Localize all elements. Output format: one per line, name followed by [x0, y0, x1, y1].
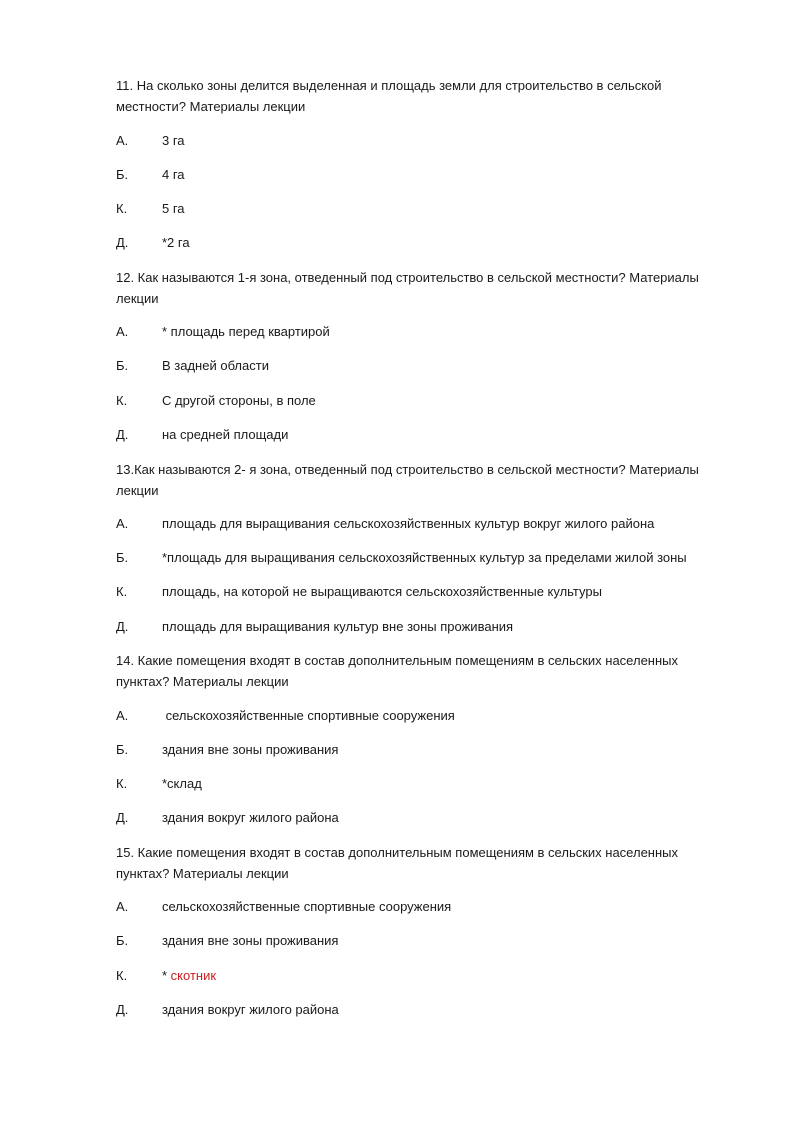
option-text: площадь для выращивания сельскохозяйственных культур вокруг жилого района — [162, 516, 655, 531]
option-letter: Б. — [116, 358, 129, 373]
question-12-option-d — [116, 425, 726, 445]
option-text: здания вне зоны проживания — [162, 742, 339, 757]
question-13-option-d — [116, 617, 726, 637]
option-text: 4 га — [162, 167, 185, 182]
option-letter: Д. — [116, 427, 129, 442]
option-text: 5 га — [162, 201, 185, 216]
question-12-option-a — [116, 322, 726, 342]
option-letter: А. — [116, 133, 129, 148]
option-letter: Б. — [116, 742, 129, 757]
option-text: * площадь перед квартирой — [162, 324, 330, 339]
option-letter: Б. — [116, 167, 129, 182]
option-text: здания вне зоны проживания — [162, 933, 339, 948]
option-letter: Д. — [116, 619, 129, 634]
option-letter: К. — [116, 584, 128, 599]
question-12: 12. Как называются 1-я зона, отведенный под строительство в сельской местности? Материалы лекции — [116, 270, 699, 306]
highlighted-answer: скотник — [170, 968, 217, 983]
option-text: 3 га — [162, 133, 185, 148]
option-text: площадь, на которой не выращиваются сельскохозяйственные культуры — [162, 584, 602, 599]
question-14-option-b — [116, 740, 726, 760]
option-letter: К. — [116, 201, 128, 216]
option-text: *склад — [162, 776, 202, 791]
option-text: сельскохозяйственные спортивные сооружения — [162, 899, 452, 914]
option-letter: К. — [116, 393, 128, 408]
question-14-option-d — [116, 808, 726, 828]
question-14-option-a — [116, 706, 726, 726]
question-11-option-k — [116, 199, 726, 219]
question-11-option-d — [116, 233, 726, 253]
question-11-option-a — [116, 131, 726, 151]
question-15-option-k — [116, 966, 726, 986]
question-12-option-b — [116, 356, 726, 376]
option-text: С другой стороны, в поле — [162, 393, 316, 408]
option-text: площадь для выращивания культур вне зоны проживания — [162, 619, 514, 634]
option-text: сельскохозяйственные спортивные сооружения — [162, 708, 455, 723]
question-13-option-k — [116, 582, 726, 602]
option-text: * — [162, 968, 171, 983]
option-letter: К. — [116, 968, 128, 983]
option-letter: А. — [116, 708, 129, 723]
question-11-option-b — [116, 165, 726, 185]
option-text: на средней площади — [162, 427, 289, 442]
option-letter: Д. — [116, 235, 129, 250]
option-text: здания вокруг жилого района — [162, 1002, 339, 1017]
question-15: 15. Какие помещения входят в состав дополнительным помещениям в сельских населенных пунктах? Материалы лекции — [116, 845, 679, 881]
option-letter: Б. — [116, 933, 129, 948]
question-13-option-b — [116, 548, 726, 568]
option-text: В задней области — [162, 358, 269, 373]
question-13: 13.Как называются 2- я зона, отведенный под строительство в сельской местности? Материалы лекции — [116, 462, 699, 498]
question-14-option-k — [116, 774, 726, 794]
question-13-option-a — [116, 514, 726, 534]
option-letter: А. — [116, 899, 129, 914]
option-letter: Д. — [116, 810, 129, 825]
question-14: 14. Какие помещения входят в состав дополнительным помещениям в сельских населенных пунктах? Материалы лекции — [116, 653, 679, 689]
question-11: 11. На сколько зоны делится выделенная и площадь земли для строительство в сельской местности? Материалы лекции — [116, 78, 662, 114]
question-12-option-k — [116, 391, 726, 411]
option-letter: Д. — [116, 1002, 129, 1017]
question-15-option-d — [116, 1000, 726, 1020]
option-letter: Б. — [116, 550, 129, 565]
question-15-option-a — [116, 897, 726, 917]
option-text: *площадь для выращивания сельскохозяйственных культур за пределами жилой зоны — [162, 550, 687, 565]
option-letter: А. — [116, 516, 129, 531]
option-letter: А. — [116, 324, 129, 339]
option-text: *2 га — [162, 235, 190, 250]
question-15-option-b — [116, 931, 726, 951]
option-text: здания вокруг жилого района — [162, 810, 339, 825]
option-letter: К. — [116, 776, 128, 791]
